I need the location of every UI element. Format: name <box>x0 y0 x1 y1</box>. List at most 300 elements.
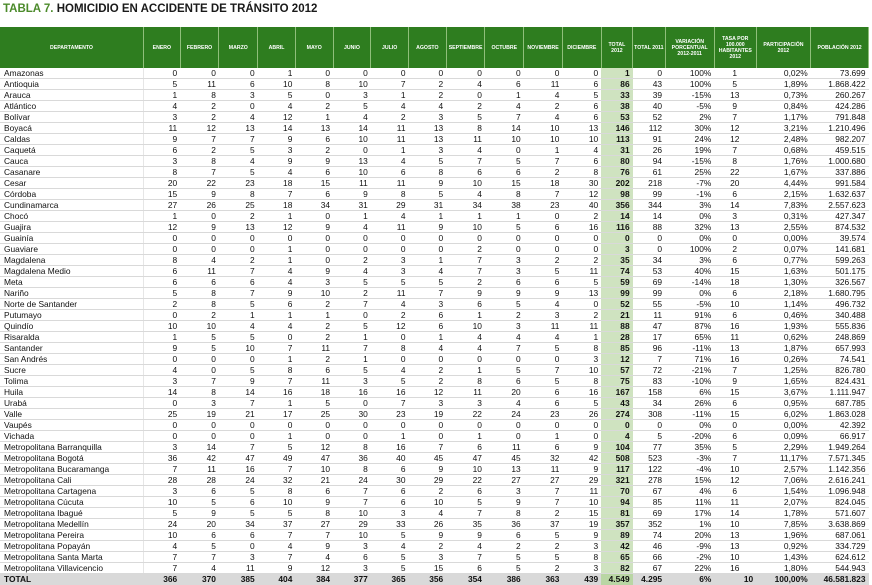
table-cell: 8 <box>562 376 601 387</box>
table-cell: 6 <box>562 79 601 90</box>
table-row <box>0 233 869 244</box>
table-cell: 6 <box>714 255 756 266</box>
table-cell: 4 <box>524 112 563 123</box>
table-cell: 0 <box>180 211 219 222</box>
department-name: Magdalena <box>0 255 144 266</box>
table-cell: 85 <box>633 497 665 508</box>
table-cell: 7 <box>371 398 409 409</box>
table-cell: 33 <box>371 519 409 530</box>
column-header: NOVIEMBRE <box>524 27 563 68</box>
department-name: Cauca <box>0 156 144 167</box>
table-cell: 27 <box>524 475 563 486</box>
table-cell: 8 <box>144 255 181 266</box>
table-cell: 2 <box>446 101 485 112</box>
table-cell: 13 <box>295 123 333 134</box>
table-cell: 9 <box>295 541 333 552</box>
table-row <box>0 486 869 497</box>
table-cell: 7 <box>714 145 756 156</box>
table-cell: 99 <box>601 288 632 299</box>
table-cell: 6 <box>295 134 333 145</box>
table-cell: 73.699 <box>811 68 869 79</box>
table-cell: 0 <box>295 431 333 442</box>
table-cell: 344 <box>633 200 665 211</box>
table-cell: 37 <box>524 519 563 530</box>
table-cell: 8 <box>333 442 371 453</box>
total-cell: 10 <box>714 574 756 585</box>
table-cell: 3 <box>333 563 371 574</box>
table-cell: 0 <box>633 420 665 431</box>
table-cell: 9 <box>295 156 333 167</box>
table-cell: -20% <box>665 431 714 442</box>
table-row <box>0 156 869 167</box>
table-cell: 3 <box>333 541 371 552</box>
table-cell: 657.993 <box>811 343 869 354</box>
table-cell: 52 <box>633 112 665 123</box>
table-cell: 2,18% <box>756 288 810 299</box>
table-cell: 8 <box>562 343 601 354</box>
table-cell: 6 <box>485 530 524 541</box>
table-cell: 3% <box>665 255 714 266</box>
table-cell: 5 <box>219 167 258 178</box>
table-cell: 5 <box>258 90 296 101</box>
total-cell: 385 <box>219 574 258 585</box>
table-cell: 100% <box>665 79 714 90</box>
header-row <box>0 27 869 68</box>
table-cell: 8 <box>219 189 258 200</box>
table-cell: 0,92% <box>756 541 810 552</box>
table-row <box>0 541 869 552</box>
table-cell: 11% <box>665 497 714 508</box>
table-cell: 5 <box>524 266 563 277</box>
table-cell: 14 <box>258 123 296 134</box>
table-cell: 357 <box>601 519 632 530</box>
total-cell: 4.295 <box>633 574 665 585</box>
table-cell: 11 <box>714 332 756 343</box>
table-cell: 4,44% <box>756 178 810 189</box>
table-cell: 10 <box>180 321 219 332</box>
table-cell: 34 <box>633 255 665 266</box>
table-cell: 8 <box>562 552 601 563</box>
table-cell: 4 <box>485 101 524 112</box>
table-cell: 0 <box>219 541 258 552</box>
table-cell: 0 <box>524 211 563 222</box>
table-cell: 202 <box>601 178 632 189</box>
table-cell: 6 <box>258 299 296 310</box>
table-cell: 0 <box>180 365 219 376</box>
table-cell: 6 <box>446 563 485 574</box>
table-row <box>0 343 869 354</box>
table-cell: 5 <box>371 376 409 387</box>
table-cell: 11 <box>295 376 333 387</box>
table-row <box>0 420 869 431</box>
table-cell: 104 <box>601 442 632 453</box>
table-cell: 9 <box>219 376 258 387</box>
column-header: SEPTIEMBRE <box>446 27 485 68</box>
table-cell: 6 <box>485 79 524 90</box>
table-cell: 1% <box>665 519 714 530</box>
table-cell: 5 <box>485 156 524 167</box>
table-cell: 9 <box>180 189 219 200</box>
table-row <box>0 519 869 530</box>
table-cell: 1 <box>371 431 409 442</box>
table-cell: 14 <box>144 387 181 398</box>
table-cell: 67 <box>633 486 665 497</box>
table-cell: 12 <box>562 189 601 200</box>
table-cell: 24 <box>144 519 181 530</box>
table-cell: 4 <box>408 101 446 112</box>
table-cell: 9 <box>295 497 333 508</box>
table-cell: 1 <box>258 255 296 266</box>
table-cell: 1,78% <box>756 508 810 519</box>
total-cell: 384 <box>295 574 333 585</box>
table-cell: 6 <box>295 486 333 497</box>
table-cell: 12 <box>714 123 756 134</box>
table-cell: 80 <box>601 156 632 167</box>
table-cell: 0 <box>408 354 446 365</box>
table-cell: 5 <box>371 277 409 288</box>
table-cell: 0 <box>219 244 258 255</box>
table-cell: 1.096.948 <box>811 486 869 497</box>
table-cell: 0 <box>219 354 258 365</box>
table-cell: 5 <box>446 497 485 508</box>
table-cell: 69 <box>633 508 665 519</box>
table-cell: 11 <box>524 464 563 475</box>
table-cell: 326.567 <box>811 277 869 288</box>
table-cell: 3 <box>714 211 756 222</box>
department-name: Nariño <box>0 288 144 299</box>
table-cell: 5 <box>219 486 258 497</box>
table-cell: 6 <box>485 277 524 288</box>
total-row <box>0 574 869 585</box>
table-cell: 2 <box>524 101 563 112</box>
table-cell: 6 <box>333 552 371 563</box>
table-cell: 7 <box>180 552 219 563</box>
table-cell: 49 <box>258 453 296 464</box>
table-row <box>0 101 869 112</box>
table-cell: 3 <box>408 398 446 409</box>
table-cell: 13 <box>714 222 756 233</box>
table-cell: 22 <box>180 178 219 189</box>
table-cell: 66 <box>633 552 665 563</box>
table-cell: 8 <box>446 123 485 134</box>
table-cell: 0 <box>562 299 601 310</box>
table-cell: 57 <box>601 365 632 376</box>
table-cell: 11 <box>524 79 563 90</box>
department-name: Atlántico <box>0 101 144 112</box>
total-cell: 4.549 <box>601 574 632 585</box>
table-cell: 0 <box>219 431 258 442</box>
table-cell: 74 <box>601 266 632 277</box>
table-cell: 10 <box>446 464 485 475</box>
table-cell: 5 <box>219 145 258 156</box>
table-cell: 11 <box>562 486 601 497</box>
table-cell: 3 <box>371 266 409 277</box>
table-cell: 36 <box>144 453 181 464</box>
table-cell: 3 <box>485 266 524 277</box>
table-row <box>0 288 869 299</box>
table-cell: 19 <box>180 409 219 420</box>
table-cell: 2 <box>524 508 563 519</box>
table-cell: 7 <box>446 552 485 563</box>
table-cell: 10 <box>295 288 333 299</box>
table-cell: 0,02% <box>756 68 810 79</box>
table-cell: 0 <box>371 233 409 244</box>
table-cell: 5 <box>714 79 756 90</box>
table-cell: 6 <box>371 167 409 178</box>
table-cell: 10 <box>714 299 756 310</box>
table-cell: 4 <box>258 277 296 288</box>
table-cell: 3% <box>665 200 714 211</box>
table-cell: 10 <box>333 79 371 90</box>
table-cell: 7 <box>258 189 296 200</box>
table-cell: 15 <box>714 266 756 277</box>
table-cell: 0 <box>333 420 371 431</box>
table-row <box>0 508 869 519</box>
table-cell: 167 <box>601 387 632 398</box>
table-cell: 7 <box>524 365 563 376</box>
table-cell: 4 <box>446 145 485 156</box>
table-cell: 8 <box>180 156 219 167</box>
department-name: Cesar <box>0 178 144 189</box>
table-cell: 55 <box>633 299 665 310</box>
table-cell: 36 <box>485 519 524 530</box>
table-cell: 0 <box>485 431 524 442</box>
table-cell: 0 <box>333 145 371 156</box>
table-cell: 2 <box>219 211 258 222</box>
table-cell: 14 <box>714 200 756 211</box>
table-cell: 0 <box>295 211 333 222</box>
table-cell: 30 <box>562 178 601 189</box>
table-cell: 5 <box>633 431 665 442</box>
total-cell: 386 <box>485 574 524 585</box>
table-cell: 11 <box>333 178 371 189</box>
table-cell: 28 <box>180 475 219 486</box>
table-cell: 3 <box>562 541 601 552</box>
table-cell: 1 <box>295 310 333 321</box>
table-cell: 5 <box>258 442 296 453</box>
table-cell: 1.000.680 <box>811 156 869 167</box>
table-cell: 4 <box>562 145 601 156</box>
table-cell: 26 <box>633 145 665 156</box>
table-cell: 26 <box>180 200 219 211</box>
table-cell: 33 <box>601 90 632 101</box>
table-cell: 36 <box>333 453 371 464</box>
table-cell: 9 <box>562 530 601 541</box>
table-cell: 11 <box>714 497 756 508</box>
table-row <box>0 387 869 398</box>
table-cell: 5 <box>371 552 409 563</box>
table-cell: 8 <box>714 156 756 167</box>
table-cell: 1,89% <box>756 79 810 90</box>
table-cell: 23 <box>219 178 258 189</box>
table-cell: 141.681 <box>811 244 869 255</box>
table-cell: 2 <box>180 145 219 156</box>
table-cell: 0 <box>446 233 485 244</box>
table-cell: 15 <box>485 178 524 189</box>
table-cell: 91% <box>665 310 714 321</box>
table-cell: 3 <box>485 486 524 497</box>
table-cell: 8 <box>258 486 296 497</box>
table-cell: 4 <box>446 189 485 200</box>
table-cell: 824.431 <box>811 376 869 387</box>
table-cell: 5 <box>333 365 371 376</box>
table-cell: 3 <box>408 552 446 563</box>
table-cell: 2 <box>485 541 524 552</box>
table-cell: 3 <box>144 156 181 167</box>
table-cell: 32% <box>665 222 714 233</box>
department-name: Quindío <box>0 321 144 332</box>
table-cell: 2,15% <box>756 189 810 200</box>
table-cell: 0 <box>485 68 524 79</box>
table-cell: 6 <box>371 486 409 497</box>
table-cell: 81 <box>601 508 632 519</box>
table-cell: 0 <box>408 233 446 244</box>
total-cell: 46.581.823 <box>811 574 869 585</box>
table-cell: 45 <box>485 453 524 464</box>
table-cell: 1 <box>258 398 296 409</box>
total-cell: 100,00% <box>756 574 810 585</box>
table-cell: 4 <box>144 365 181 376</box>
total-cell: 354 <box>446 574 485 585</box>
table-cell: 0 <box>485 354 524 365</box>
table-cell: 10 <box>524 134 563 145</box>
table-cell: 6,02% <box>756 409 810 420</box>
column-header: ENERO <box>144 27 181 68</box>
table-cell: 4 <box>524 332 563 343</box>
table-cell: 100% <box>665 68 714 79</box>
table-cell: -2% <box>665 552 714 563</box>
table-cell: 91 <box>633 134 665 145</box>
table-cell: 99 <box>633 189 665 200</box>
table-cell: 5 <box>524 552 563 563</box>
table-cell: 6 <box>371 464 409 475</box>
table-cell: 5 <box>333 277 371 288</box>
table-cell: 6 <box>714 189 756 200</box>
table-cell: 7 <box>333 299 371 310</box>
table-cell: 4 <box>219 156 258 167</box>
table-cell: 0 <box>180 420 219 431</box>
table-cell: 11 <box>371 123 409 134</box>
table-cell: 0,46% <box>756 310 810 321</box>
table-cell: 0 <box>295 68 333 79</box>
table-cell: 0,62% <box>756 332 810 343</box>
table-cell: 16 <box>562 387 601 398</box>
table-cell: 2 <box>295 354 333 365</box>
table-cell: -14% <box>665 277 714 288</box>
table-cell: 28 <box>144 475 181 486</box>
table-cell: 5 <box>258 508 296 519</box>
table-cell: 544.943 <box>811 563 869 574</box>
table-footer <box>0 574 869 585</box>
table-header <box>0 27 869 68</box>
table-cell: 9 <box>258 563 296 574</box>
department-name: Metropolitana Cartagena <box>0 486 144 497</box>
table-cell: 52 <box>601 299 632 310</box>
table-cell: 6 <box>446 299 485 310</box>
table-cell: 9 <box>714 376 756 387</box>
table-cell: 11 <box>524 321 563 332</box>
total-cell: 365 <box>371 574 409 585</box>
table-cell: 0 <box>524 354 563 365</box>
table-cell: 7 <box>485 112 524 123</box>
table-cell: 8 <box>371 343 409 354</box>
table-cell: 5 <box>485 552 524 563</box>
table-cell: 2 <box>562 211 601 222</box>
table-cell: 6 <box>562 156 601 167</box>
table-cell: 11 <box>371 288 409 299</box>
table-cell: 9 <box>180 222 219 233</box>
table-cell: 5 <box>219 508 258 519</box>
table-cell: 1 <box>144 90 181 101</box>
table-cell: 7 <box>524 497 563 508</box>
total-label: TOTAL <box>0 574 144 585</box>
table-cell: 1 <box>562 332 601 343</box>
table-cell: -7% <box>665 178 714 189</box>
department-name: Caquetá <box>0 145 144 156</box>
table-cell: 4 <box>524 90 563 101</box>
table-cell: 22 <box>714 167 756 178</box>
table-cell: 87% <box>665 321 714 332</box>
table-cell: 0,00% <box>756 233 810 244</box>
table-cell: 2 <box>408 376 446 387</box>
table-cell: 6 <box>524 398 563 409</box>
table-cell: 2 <box>371 310 409 321</box>
table-cell: 11 <box>371 178 409 189</box>
table-cell: 5 <box>446 112 485 123</box>
table-cell: 1 <box>144 211 181 222</box>
table-cell: 6 <box>446 167 485 178</box>
table-cell: 2 <box>295 332 333 343</box>
table-cell: 3 <box>485 321 524 332</box>
table-cell: 1.863.028 <box>811 409 869 420</box>
department-name: Santander <box>0 343 144 354</box>
table-cell: 0 <box>485 244 524 255</box>
table-cell: 4 <box>408 266 446 277</box>
table-cell: 5 <box>371 530 409 541</box>
table-row <box>0 134 869 145</box>
table-cell: 13 <box>408 134 446 145</box>
table-cell: -1% <box>665 189 714 200</box>
table-cell: 94 <box>601 497 632 508</box>
table-cell: 7 <box>446 508 485 519</box>
table-cell: 6 <box>408 310 446 321</box>
table-cell: 30 <box>333 409 371 420</box>
department-name: Huila <box>0 387 144 398</box>
table-cell: 1 <box>524 145 563 156</box>
table-cell: 12 <box>144 222 181 233</box>
table-cell: 8 <box>180 90 219 101</box>
table-cell: 2 <box>295 145 333 156</box>
table-cell: 3 <box>258 145 296 156</box>
table-cell: 459.515 <box>811 145 869 156</box>
table-row <box>0 442 869 453</box>
table-cell: 4 <box>485 332 524 343</box>
table-cell: 7 <box>219 134 258 145</box>
table-cell: 10 <box>562 365 601 376</box>
table-cell: 10 <box>446 222 485 233</box>
table-cell: 18 <box>295 387 333 398</box>
department-name: Guaviare <box>0 244 144 255</box>
table-cell: 1,76% <box>756 156 810 167</box>
table-cell: 0 <box>408 431 446 442</box>
table-cell: 24 <box>219 475 258 486</box>
table-cell: 38 <box>601 101 632 112</box>
table-cell: 34 <box>219 519 258 530</box>
total-cell: 363 <box>524 574 563 585</box>
table-cell: 10 <box>408 497 446 508</box>
table-row <box>0 310 869 321</box>
column-header: FEBRERO <box>180 27 219 68</box>
